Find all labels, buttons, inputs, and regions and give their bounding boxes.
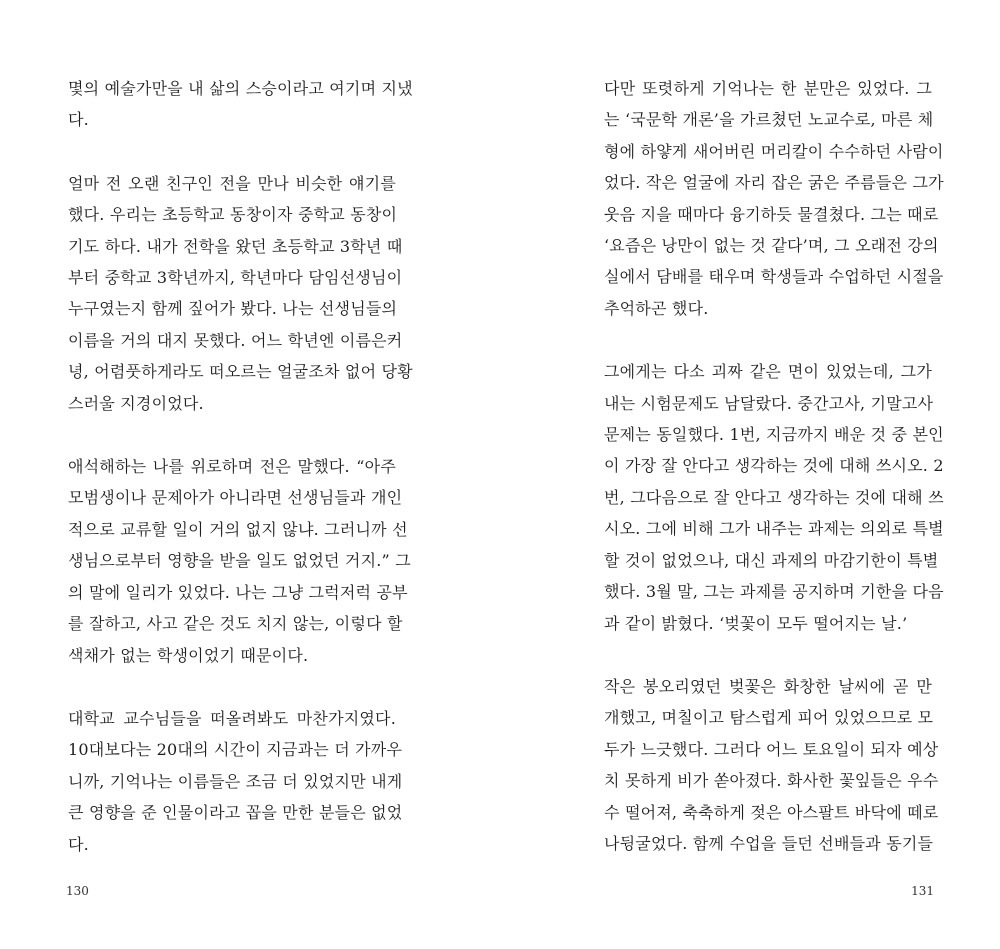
text-line: 다.: [68, 834, 89, 854]
paragraph: [68, 73, 413, 136]
right-page: [500, 0, 1000, 949]
text-line: 색채가 없는 학생이었기 때문이다.: [68, 645, 309, 665]
text-line: 스러울 지경이었다.: [68, 393, 204, 413]
text-line: ‘요즘은 낭만이 없는 것 같다’며, 그 오래전 강의: [604, 236, 939, 256]
text-line: 그에게는 다소 괴짜 같은 면이 있었는데, 그가: [604, 362, 932, 382]
text-line: 니까, 기억나는 이름들은 조금 더 있었지만 내게: [68, 771, 403, 791]
text-line: 수 떨어져, 축축하게 젖은 아스팔트 바닥에 떼로: [604, 802, 939, 822]
text-line: 개했고, 며칠이고 탐스럽게 피어 있었으므로 모: [604, 708, 934, 728]
text-line: 형에 하얗게 새어버린 머리칼이 수수하던 사람이: [604, 141, 944, 161]
text-line: 추억하곤 했다.: [604, 298, 709, 318]
text-line: 의 말에 일리가 있었다. 나는 그냥 그럭저럭 공부: [68, 582, 408, 602]
text-line: 두가 느긋했다. 그러다 어느 토요일이 되자 예상: [604, 739, 939, 759]
text-line: 과 같이 밝혔다. ‘벚꽃이 모두 떨어지는 날.’: [604, 613, 908, 633]
text-line: 누구였는지 함께 짚어가 봤다. 나는 선생님들의: [68, 299, 398, 319]
text-line: 적으로 교류할 일이 거의 없지 않냐. 그러니까 선: [68, 519, 408, 539]
left-page-body: [68, 73, 413, 892]
text-line: 애석해하는 나를 위로하며 전은 말했다. “아주: [68, 457, 396, 477]
text-line: 모범생이나 문제아가 아니라면 선생님들과 개인: [68, 488, 403, 508]
paragraph: [68, 703, 403, 860]
text-line: 했다. 3월 말, 그는 과제를 공지하며 기한을 다음: [604, 582, 944, 602]
text-line: 얼마 전 오랜 친구인 전을 만나 비슷한 얘기를: [68, 173, 396, 193]
text-line: 문제는 동일했다. 1번, 지금까지 배운 것 중 본인: [604, 425, 944, 445]
text-line: 부터 중학교 3학년까지, 학년마다 담임선생님이: [68, 268, 403, 288]
text-line: 치 못하게 비가 쏟아졌다. 화사한 꽃잎들은 우수: [604, 771, 939, 791]
paragraph: [68, 451, 411, 671]
text-line: 작은 봉오리였던 벚꽃은 화창한 날씨에 곧 만: [604, 676, 932, 696]
text-line: 생님으로부터 영향을 받을 일도 없었던 거지.” 그: [68, 551, 411, 571]
text-line: 할 것이 없었으나, 대신 과제의 마감기한이 특별: [604, 550, 939, 570]
text-line: 이 가장 잘 안다고 생각하는 것에 대해 쓰시오. 2: [604, 456, 944, 476]
text-line: 10대보다는 20대의 시간이 지금과는 더 가까우: [68, 740, 403, 760]
text-line: 는 ‘국문학 개론’을 가르쳤던 노교수로, 마른 체: [604, 110, 934, 130]
text-line: 몇의 예술가만을 내 삶의 스승이라고 여기며 지냈: [68, 79, 413, 98]
text-line: 이름을 거의 대지 못했다. 어느 학년엔 이름은커: [68, 330, 403, 350]
paragraph: [604, 73, 944, 324]
page-number-right: 131: [911, 884, 934, 898]
text-line: 큰 영향을 준 인물이라고 꼽을 만한 분들은 없었: [68, 803, 403, 823]
text-line: 번, 그다음으로 잘 안다고 생각하는 것에 대해 쓰: [604, 487, 944, 507]
text-line: 기도 하다. 내가 전학을 왔던 초등학교 3학년 때: [68, 236, 403, 256]
text-line: 녕, 어렴풋하게라도 떠오르는 얼굴조차 없어 당황: [68, 362, 413, 382]
text-line: 다.: [68, 110, 89, 130]
text-line: 었다. 작은 얼굴에 자리 잡은 굵은 주름들은 그가: [604, 173, 944, 193]
text-line: 시오. 그에 비해 그가 내주는 과제는 의외로 특별: [604, 519, 944, 539]
paragraph: [604, 356, 944, 639]
text-line: 웃음 지을 때마다 융기하듯 물결쳤다. 그는 때로: [604, 204, 939, 224]
text-line: 실에서 담배를 태우며 학생들과 수업하던 시절을: [604, 267, 944, 287]
paragraph: [68, 168, 413, 419]
text-line: 대학교 교수님들을 떠올려봐도 마찬가지였다.: [68, 708, 396, 728]
text-line: 다만 또렷하게 기억나는 한 분만은 있었다. 그: [604, 79, 932, 98]
paragraph: [604, 671, 939, 859]
page-number-left: 130: [66, 884, 89, 898]
text-line: 내는 시험문제도 남달랐다. 중간고사, 기말고사: [604, 393, 934, 413]
text-line: 를 잘하고, 사고 같은 것도 치지 않는, 이렇다 할: [68, 614, 403, 634]
text-line: 나뒹굴었다. 함께 수업을 들던 선배들과 동기들: [604, 833, 934, 853]
text-line: 했다. 우리는 초등학교 동창이자 중학교 동창이: [68, 205, 398, 225]
